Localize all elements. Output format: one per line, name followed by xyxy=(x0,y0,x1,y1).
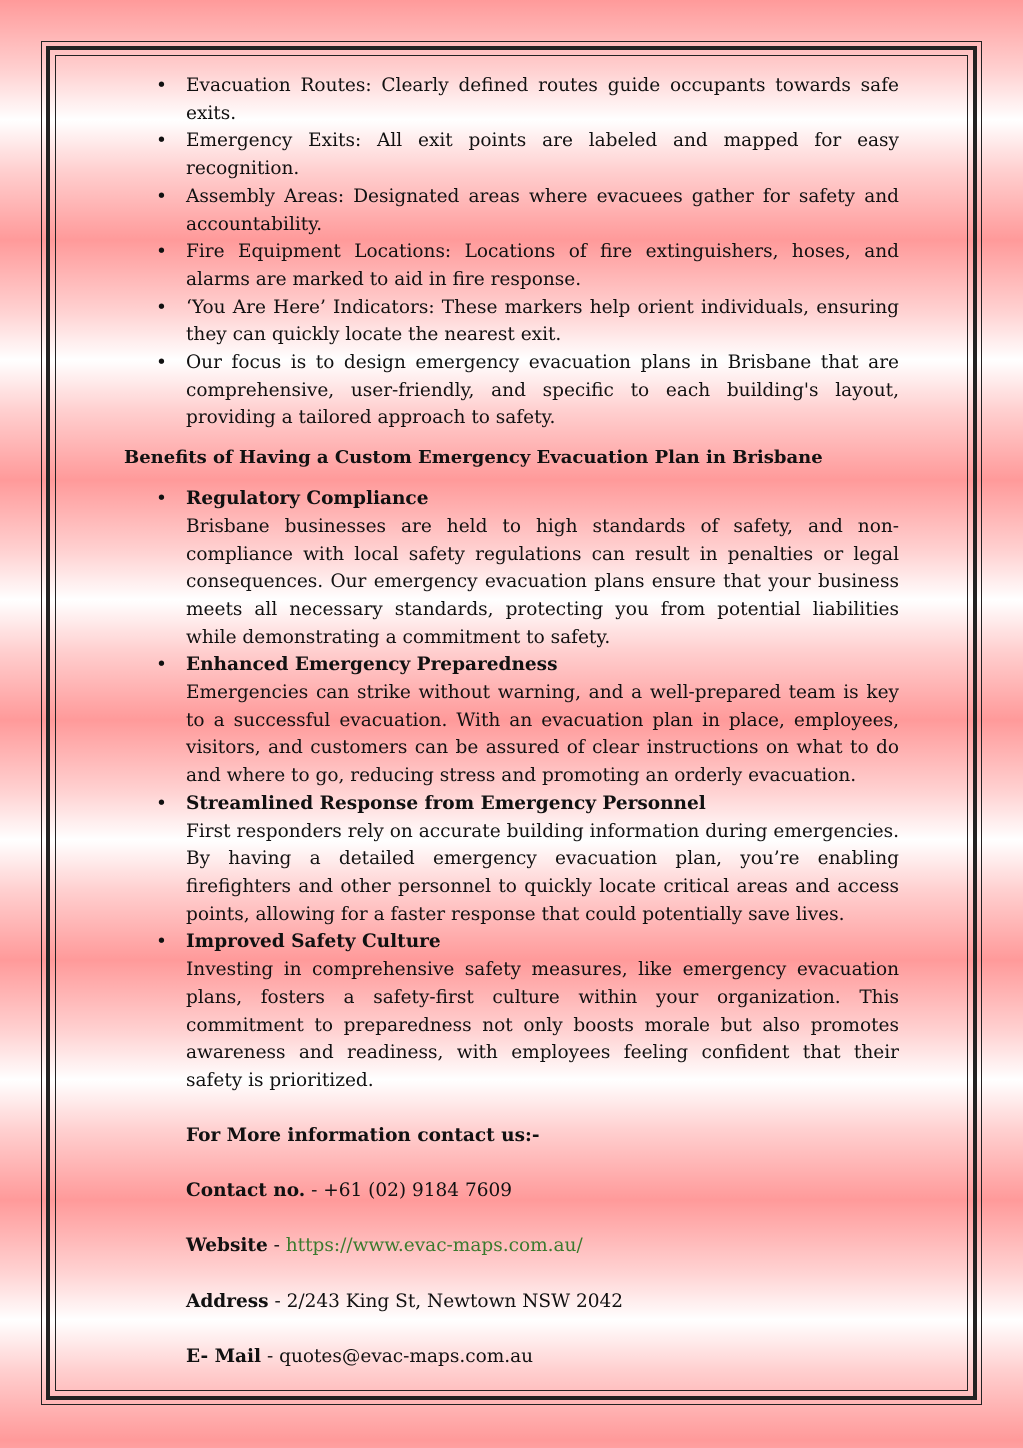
bullet-icon: • xyxy=(156,792,167,814)
phone-label: Contact no. xyxy=(186,1180,306,1201)
phone-value: - +61 (02) 9184 7609 xyxy=(305,1180,513,1201)
contact-section xyxy=(124,1122,899,1371)
benefit-description: Investing in comprehensive safety measures, like emergency evacuation plans, fosters a safety-first culture within your organization. This commitment to preparedness not only boosts morale but also promotes awareness and readiness, with employees feeling confident that their safety is prioritized. xyxy=(186,959,899,1091)
benefit-title: Improved Safety Culture xyxy=(186,931,441,953)
bullet-icon: • xyxy=(156,931,167,953)
bullet-icon: • xyxy=(156,352,167,374)
contact-address xyxy=(186,1288,899,1316)
bullet-icon: • xyxy=(156,130,167,152)
features-list xyxy=(124,72,899,432)
email-value: - quotes@evac-maps.com.au xyxy=(261,1346,534,1368)
bullet-icon: • xyxy=(156,241,167,263)
address-label: Address xyxy=(186,1290,269,1312)
benefit-title: Enhanced Emergency Preparedness xyxy=(186,654,558,676)
benefit-title: Streamlined Response from Emergency Personnel xyxy=(186,792,706,814)
benefit-description: Emergencies can strike without warning, and a well-prepared team is key to a successful evacuation. With an evacuation plan in place, employees, visitors, and customers can be assured of clear instructions on what to do and where to go, reducing stress and promoting an orderly evacuation. xyxy=(186,682,899,787)
benefits-list xyxy=(124,485,899,1094)
contact-heading: For More information contact us:- xyxy=(186,1124,540,1146)
document-content xyxy=(124,72,899,1399)
website-link[interactable]: https://www.evac-maps.com.au/ xyxy=(285,1235,583,1257)
benefit-title: Regulatory Compliance xyxy=(186,488,429,510)
address-value: - 2/243 King St, Newtown NSW 2042 xyxy=(268,1290,624,1312)
benefit-item xyxy=(156,790,899,929)
list-item: • Emergency Exits: All exit points are labeled and mapped for easy recognition. xyxy=(186,127,899,182)
website-label: Website xyxy=(186,1235,268,1257)
list-item: • Evacuation Routes: Clearly defined routes guide occupants towards safe exits. xyxy=(186,72,899,127)
bullet-icon: • xyxy=(156,296,167,318)
list-item: • Fire Equipment Locations: Locations of fire extinguishers, hoses, and alarms are marked to aid in fire response. xyxy=(186,238,899,293)
contact-phone xyxy=(186,1177,899,1205)
bullet-icon: • xyxy=(156,654,167,676)
contact-email xyxy=(186,1343,899,1371)
benefits-heading: Benefits of Having a Custom Emergency Evacuation Plan in Brisbane xyxy=(124,447,823,469)
benefit-item xyxy=(156,485,899,651)
email-label: E- Mail xyxy=(186,1346,262,1368)
benefit-item xyxy=(156,651,899,790)
benefit-item xyxy=(156,928,899,1094)
bullet-icon: • xyxy=(156,488,167,510)
list-item: • ‘You Are Here’ Indicators: These markers help orient individuals, ensuring they can quickly locate the nearest exit. xyxy=(186,294,899,349)
bullet-icon: • xyxy=(156,75,167,96)
list-item: • Our focus is to design emergency evacuation plans in Brisbane that are comprehensive, user-friendly, and specific to each building's layout, providing a tailored approach to safety. xyxy=(186,349,899,432)
contact-website: Website - https://www.evac-maps.com.au/ xyxy=(186,1235,583,1257)
benefit-description: First responders rely on accurate building information during emergencies. By having a detailed emergency evacuation plan, you’re enabling firefighters and other personnel to quickly locate critical areas and access points, allowing for a faster response that could potentially save lives. xyxy=(186,820,899,925)
bullet-icon: • xyxy=(156,185,167,207)
benefit-description: Brisbane businesses are held to high standards of safety, and non-compliance with local safety regulations can result in penalties or legal consequences. Our emergency evacuation plans ensure that your business meets all necessary standards, protecting you from potential liabilities while demonstrating a commitment to safety. xyxy=(186,515,899,648)
list-item: • Assembly Areas: Designated areas where evacuees gather for safety and accountability. xyxy=(186,183,899,238)
